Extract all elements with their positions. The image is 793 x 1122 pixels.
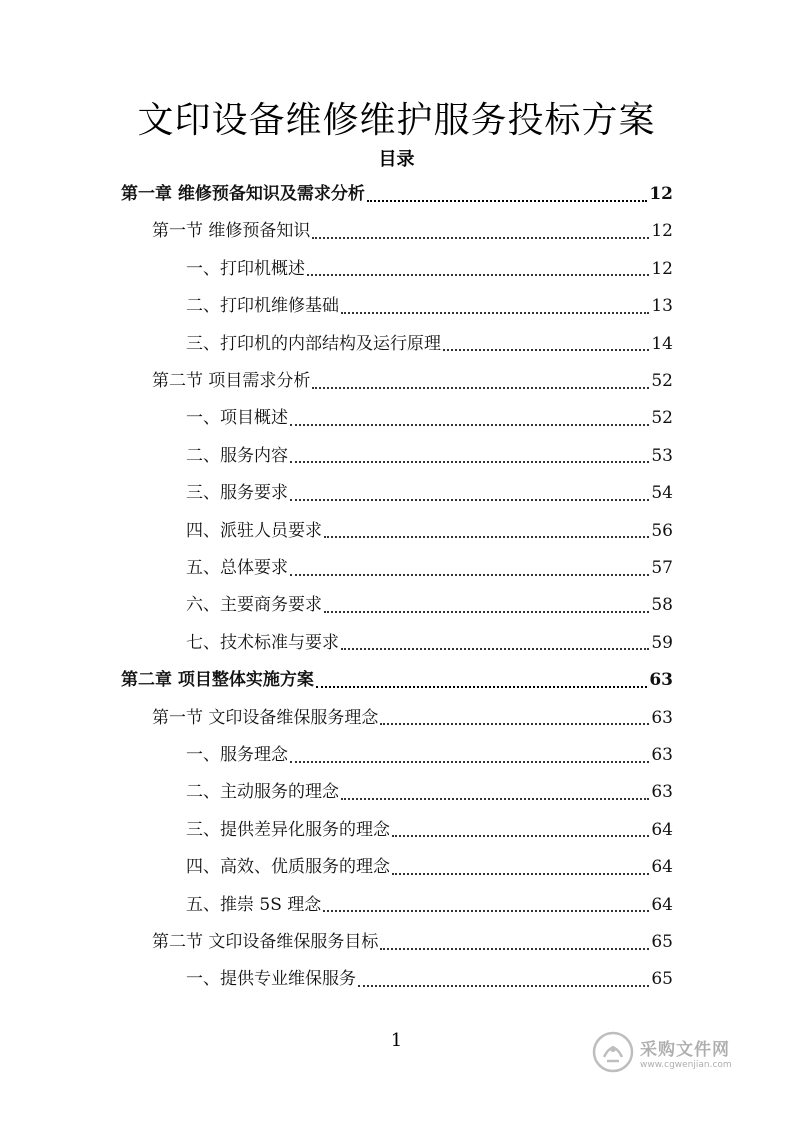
toc-entry-label: 三、服务要求 [186,483,288,504]
toc-leader-dots [367,200,647,202]
toc-entry-page: 63 [651,707,673,728]
toc-leader-dots [312,387,649,389]
toc-entry-page: 13 [651,296,673,317]
toc-entry-page: 64 [651,894,673,915]
toc-entry-page: 63 [649,670,673,691]
toc-entry-label: 七、技术标准与要求 [186,632,339,653]
toc-entry-page: 12 [651,258,673,279]
toc-entry-label: 五、总体要求 [186,558,288,578]
toc-entry-item [186,774,673,811]
toc-entry-page: 12 [651,221,673,242]
toc-leader-dots [392,873,649,875]
toc-leader-dots [380,948,649,950]
toc-leader-dots [307,274,649,276]
toc-entry-page: 58 [651,595,673,616]
toc-entry-label: 第一章 维修预备知识及需求分析 [121,184,365,204]
toc-entry-page: 63 [651,745,673,765]
toc-leader-dots [316,686,647,688]
toc-entry-item [186,812,673,849]
toc-leader-dots [324,611,649,613]
toc-entry-item [186,625,673,662]
toc-entry-item [186,737,673,774]
toc-leader-dots [341,312,649,314]
toc-entry-page: 59 [651,632,673,653]
toc-leader-dots [290,574,649,576]
toc-entry-label: 一、项目概述 [186,408,288,429]
toc-entry-label: 第一节 维修预备知识 [152,221,311,242]
toc-entry-item [186,961,673,998]
toc-entry-item [186,326,673,363]
toc-entry-page: 12 [649,184,673,204]
toc-entry-item [186,849,673,886]
toc-entry-label: 二、主动服务的理念 [186,782,339,803]
toc-entry-page: 14 [651,333,673,354]
toc-entry-item [186,438,673,475]
toc-entry-page: 64 [651,857,673,878]
watermark-logo-icon [592,1031,634,1073]
toc-leader-dots [443,349,649,351]
toc-entry-page: 56 [651,520,673,541]
toc-entry-label: 第一节 文印设备维保服务理念 [152,707,379,728]
toc-entry-chapter [121,662,673,699]
toc-entry-label: 三、提供差异化服务的理念 [186,819,390,840]
toc-entry-label: 二、服务内容 [186,445,288,466]
toc-leader-dots [380,723,649,725]
toc-entry-label: 一、打印机概述 [186,258,305,279]
page-number: 1 [390,1030,403,1051]
toc-leader-dots [358,985,649,987]
toc-leader-dots [290,499,649,501]
page-title: 文印设备维修维护服务投标方案 [137,100,656,141]
toc-entry-section [152,700,673,737]
toc-entry-label: 二、打印机维修基础 [186,296,339,317]
toc-leader-dots [341,648,649,650]
toc-entry-page: 63 [651,782,673,803]
toc-entry-page: 65 [651,932,673,952]
toc-entry-label: 四、高效、优质服务的理念 [186,857,390,878]
toc-entry-page: 52 [651,371,673,391]
toc-entry-item [186,251,673,288]
toc-entry-section [152,363,673,400]
toc-entry-chapter [121,176,673,213]
toc-entry-item [186,550,673,587]
toc-entry-page: 57 [651,558,673,578]
watermark-name: 采购文件网 [640,1039,730,1060]
toc-entry-page: 64 [651,819,673,840]
toc-entry-label: 第二节 项目需求分析 [152,371,311,391]
toc-entry-item [186,887,673,924]
toc-entry-section [152,213,673,250]
toc-entry-section [152,924,673,961]
toc-leader-dots [290,461,649,463]
toc-entry-item [186,513,673,550]
toc-entry-page: 54 [651,483,673,504]
toc-entry-label: 四、派驻人员要求 [186,520,322,541]
toc-heading: 目录 [378,149,415,170]
toc-leader-dots [323,910,649,912]
toc-leader-dots [392,835,649,837]
toc-leader-dots [290,424,649,426]
toc-entry-label: 第二章 项目整体实施方案 [121,670,314,691]
toc-entry-label: 五、推崇 5S 理念 [186,894,322,915]
toc-entry-label: 一、提供专业维保服务 [186,969,356,990]
toc-entry-page: 65 [651,969,673,990]
toc-entry-item [186,288,673,325]
toc-leader-dots [312,237,649,239]
watermark-url: www.cgwenjian.com [640,1059,732,1070]
toc-entry-item [186,587,673,624]
toc-entry-label: 三、打印机的内部结构及运行原理 [186,333,441,354]
toc-leader-dots [290,761,649,763]
toc-entry-item [186,475,673,512]
toc-entry-label: 一、服务理念 [186,745,288,765]
toc-entry-page: 52 [651,408,673,429]
toc-entry-label: 六、主要商务要求 [186,595,322,616]
toc-entry-page: 53 [651,445,673,466]
watermark [592,1026,752,1078]
toc-leader-dots [341,798,649,800]
toc-entry-label: 第二节 文印设备维保服务目标 [152,932,379,952]
toc-leader-dots [324,536,649,538]
toc-entry-item [186,400,673,437]
